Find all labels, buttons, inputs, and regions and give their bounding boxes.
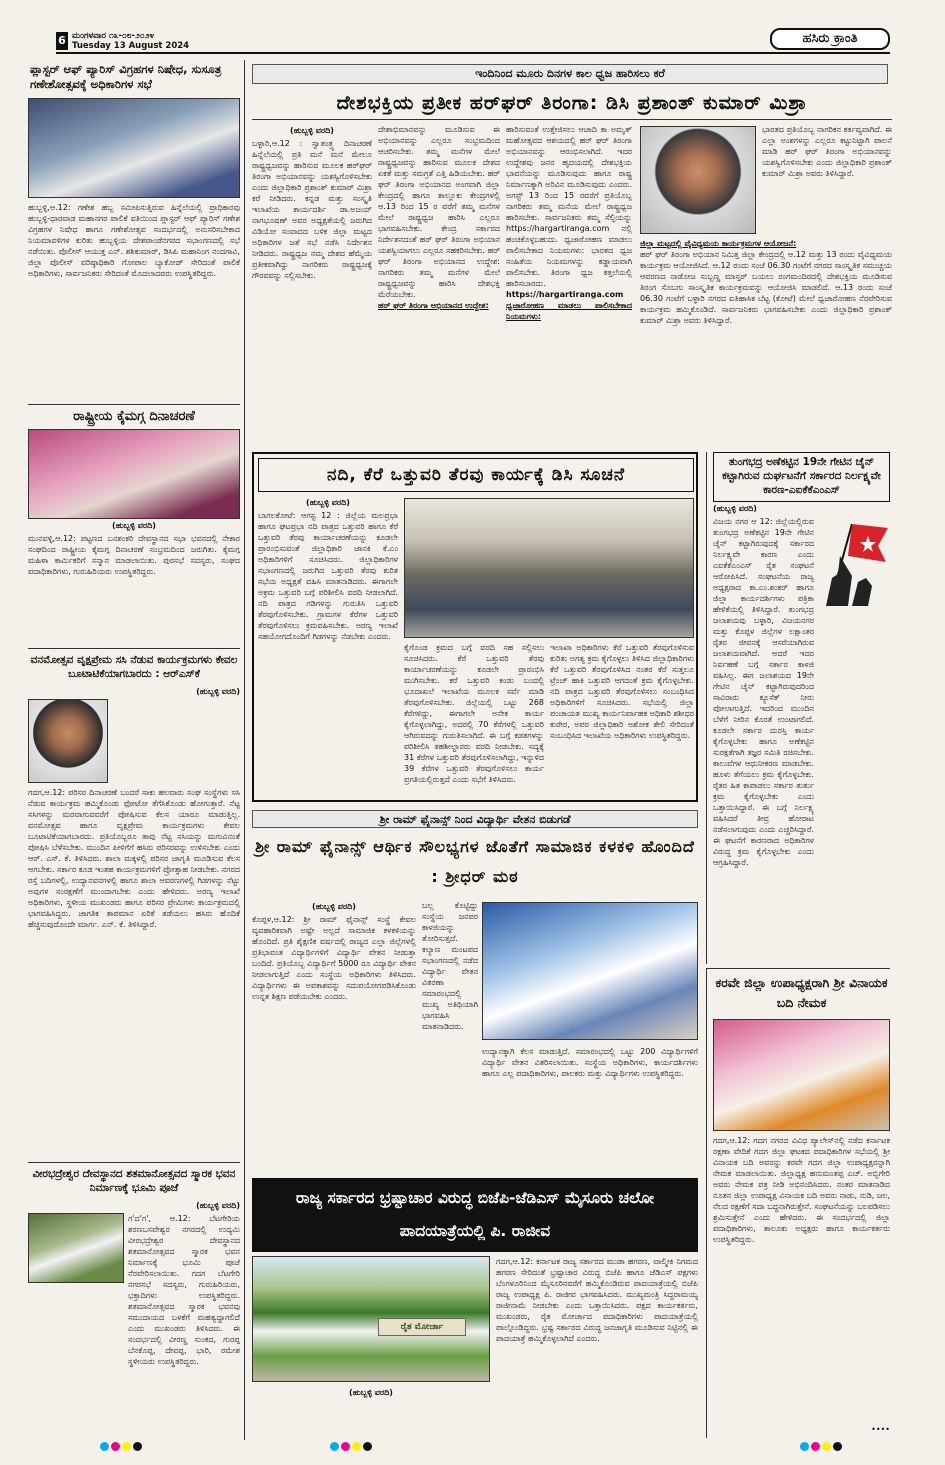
top-col-2-text: ದೇಶಾಭಿಮಾನವನ್ನು ಮೂಡಿಸುವ ಈ ಅಭಿಯಾನವನ್ನು ಎಲ್ಲರೂ ಸಂಭ್ರಮದಿಂದ ಆಚರಿಸಬೇಕು. ತಮ್ಮ ಮನೆಗಳ ಮೇಲೆ ರಾಷ್ಟ್ರಧ್ವಜವನ್ನು ಹಾರಿಸುವ ಮೂಲಕ ದೇಶದ ಏಕತೆ ಮತ್ತು ಸಮಗ್ರತೆ ಎತ್ತಿ ಹಿಡಿಯಬೇಕು. ಹರ್ ಘರ್ ತಿರಂಗಾ ಅಭಿಯಾನದ ಅಂಗವಾಗಿ ಜಿಲ್ಲಾ ಕೇಂದ್ರದಲ್ಲಿ ಹಾಗೂ ತಾಲ್ಲೂಕು ಕೇಂದ್ರಗಳಲ್ಲಿ ಆ.13 ರಿಂದ 15 ರ ವರೆಗೆ ತಮ್ಮ ಮನೆಗಳ ಮೇಲೆ ರಾಷ್ಟ್ರಧ್ವಜ ಹಾರಿಸಿ ಎಲ್ಲರೂ ಭಾಗವಹಿಸಬೇಕು. ಕೇಂದ್ರ ಸರ್ಕಾರದ ನಿರ್ದೇಶನದಂತೆ ಹರ್ ಘರ್ ತಿರಂಗಾ ಅಭಿಯಾನ ಯಶಸ್ವಿಯಾಗಲು ಎಲ್ಲರೂ ಸಹಕರಿಸಬೇಕು. ಹರ್ ಘರ್ ತಿರಂಗಾ ಅಭಿಯಾನದ ಉದ್ದೇಶ: ನಾಗರಿಕರು ತಮ್ಮ ಮನೆಗಳ ಮೇಲೆ ರಾಷ್ಟ್ರಧ್ವಜವನ್ನು ಹಾರಿಸಿ ದೇಶಭಕ್ತಿ ಮೆರೆಯಬೇಕು. [378,125,500,299]
top-story-headline: ದೇಶಭಕ್ತಿಯ ಪ್ರತೀಕ ಹರ್‌ಘರ್ ತಿರಂಗಾ: ಡಿಸಿ ಪ್ರಶಾಂತ್ ಕುಮಾರ್ ಮಿಶ್ರಾ [252,88,892,120]
registration-marks-center [330,1442,372,1451]
story-body: ಗದಗ,ಆ.12: ಗದಗ ನಗರದ ವಿವಿಧ ಪ್ಯಾಲೇಸ್‌ನಲ್ಲಿ ನಡೆದ ಕರ್ನಾಟಕ ರಕ್ಷಣಾ ವೇದಿಕೆ ಗದಗ ಜಿಲ್ಲಾ ಘಟಕದ ಪದಾಧಿಕಾರಿಗಳ ಸಭೆಯಲ್ಲಿ ಶ್ರೀ ವಿನಾಯಕ ಬದಿ ಅವರನ್ನು ಕರವೇ ಗದಗ ಜಿಲ್ಲಾ ಉಪಾಧ್ಯಕ್ಷರನ್ನಾಗಿ ನೇಮಕ ಮಾಡಲಾಯಿತು. ಜಿಲ್ಲಾಧ್ಯಕ್ಷ ಹನುಮಂತಪ್ಪ ಎಚ್. ಅಬ್ಬಿಗೇರಿ ಅವರು ನೇಮಕ ಪತ್ರ ನೀಡಿ ಅಭಿನಂದಿಸಿದರು. ನಂತರ ಮಾತನಾಡಿದ ನೂತನ ಜಿಲ್ಲಾ ಉಪಾಧ್ಯಕ್ಷ ವಿನಾಯಕ ಬದಿ ಅವರು ನಾಡು, ನುಡಿ, ಜಲ, ನೆಲದ ರಕ್ಷಣೆಗೆ ಸದಾ ಬದ್ಧನಾಗಿರುತ್ತೇನೆ. ಸಂಘಟನೆಯನ್ನು ಬಲಪಡಿಸಲು ಶ್ರಮಿಸುತ್ತೇನೆ ಎಂದು ಹೇಳಿದರು. ಈ ಸಂದರ್ಭದಲ್ಲಿ ಜಿಲ್ಲಾ ಪದಾಧಿಕಾರಿಗಳು, ತಾಲೂಕು ಅಧ್ಯಕ್ಷರು ಹಾಗೂ ಕಾರ್ಯಕರ್ತರು ಉಪಸ್ಥಿತರಿದ್ದರು. [713,1136,890,1244]
story-bhoomi-pooja [28,1162,240,1440]
top-col-5-text: ಹರ್ ಘರ್ ತಿರಂಗಾ ಅಭಿಯಾನ ನಿಮಿತ್ತ ಜಿಲ್ಲಾ ಕೇಂದ್ರದಲ್ಲಿ ಆ.12 ಮತ್ತು 13 ರಂದು ವೈವಿಧ್ಯಮಯ ಕಾರ್ಯಕ್ರಮ ಆಯೋಜಿಸಿದೆ. ಆ.12 ರಂದು ಸಂಜೆ 06.30 ಗಂಟೆಗೆ ನಗರದ ಸಾಂಸ್ಕೃತಿಕ ಸಮುಚ್ಚಯ ಆವರಣದ ನಾಡೋಜ ಸುಬ್ಬಣ್ಣ ಮಾಸ್ತರ್ ಬಯಲು ರಂಗಮಂದಿರದಲ್ಲಿ ದೇಶಭಕ್ತಿಯ ಮೂಡಿಸುವ ತಿರಂಗ ಸೊಬಗು ಸಾಂಸ್ಕೃತಿಕ ಕಾರ್ಯಕ್ರಮವನ್ನು ಆಯೋಜಿಸಿ ಮಾಡಲಿದೆ. ಆ.13 ರಂದು ಸಂಜೆ 06.30 ಗಂಟೆಗೆ ಬಳ್ಳಾರಿ ನಗರದ ಐತಿಹಾಸಿಕ ಬೆಟ್ಟ (ಕೋಟೆ) ಮೇಲೆ ಧ್ವಜಾರೋಹಣ ನೆರವೇರಿಸುವ ಕಾರ್ಯಕ್ರಮ ಹಮ್ಮಿಕೊಂಡಿದೆ. ಸಾರ್ವಜನಿಕರು ಭಾಗವಹಿಸಬೇಕು ಎಂದು ಜಿಲ್ಲಾಧಿಕಾರಿ ಪ್ರಶಾಂತ್ ಕುಮಾರ್ ಮಿಶ್ರಾ ಅವರು ತಿಳಿಸಿದ್ದಾರೆ. [640,250,892,325]
headline: ವೀರಭದ್ರೇಶ್ವರ ದೇವಸ್ಥಾನದ ಶತಮಾನೋತ್ಸವದ ಸ್ಮಾರಕ ಭವನ ನಿರ್ಮಾಣಕ್ಕೆ ಭೂಮಿ ಪೂಜೆ [32,1168,236,1194]
bjp-body: ಗದಗ,ಆ.12: ಕರ್ನಾಟಕ ರಾಜ್ಯ ಸರ್ಕಾರದ ಮುಡಾ ಹಗರಣ, ವಾಲ್ಮೀಕಿ ನಿಗಮದ ಹಗರಣ ಸೇರಿದಂತೆ ಭ್ರಷ್ಟಾಚಾರ ವಿರುದ್ಧ ಬಿಜೆಪಿ ಹಾಗೂ ಜೆಡಿಎಸ್ ಪಕ್ಷಗಳು ಬೆಂಗಳೂರಿನಿಂದ ಮೈಸೂರಿನವರೆಗೆ ಹಮ್ಮಿಕೊಂಡಿರುವ ಪಾದಯಾತ್ರೆಯಲ್ಲಿ ಬಿಜೆಪಿ ರಾಜ್ಯ ಉಪಾಧ್ಯಕ್ಷ ಪಿ. ರಾಜೀವ ಭಾಗವಹಿಸಿದರು. ಮುಖ್ಯಮಂತ್ರಿ ಸಿದ್ದರಾಮಯ್ಯ ರಾಜೀನಾಮೆ ನೀಡಬೇಕು ಎಂದು ಒತ್ತಾಯಿಸಿದರು. ಪಕ್ಷದ ಕಾರ್ಯಕರ್ತರು, ಮುಖಂಡರು, ರೈತ ಮೋರ್ಚಾದ ಪದಾಧಿಕಾರಿಗಳು ಪಾದಯಾತ್ರೆಯಲ್ಲಿ ಪಾಲ್ಗೊಂಡಿದ್ದರು. ಭ್ರಷ್ಟ ಸರ್ಕಾರದ ವಿರುದ್ಧ ಜನಜಾಗೃತಿ ಮೂಡಿಸುವ ನಿಟ್ಟಿನಲ್ಲಿ ಈ ಪಾದಯಾತ್ರೆ ಹಮ್ಮಿಕೊಳ್ಳಲಾಗಿದೆ ಎಂದರು. [496,1257,698,1343]
dateline: (ಹುಬ್ಬಳ್ಳಿ ವರದಿ) [112,520,156,530]
masthead [56,30,890,54]
dateline: (ಹುಬ್ಬಳ್ಳಿ ವರದಿ) [306,498,350,507]
mid-col-1: ಬಾಗಲಕೋಟೆ: ಆಗಸ್ಟ 12 : ಜಿಲ್ಲೆಯ ಮಲಪ್ರಭಾ ಹಾಗೂ ಘಟಪ್ರಭಾ ನದಿ ಪಾತ್ರದ ಒತ್ತುವರಿ ಹಾಗೂ ಕೆರೆ ಒತ್ತುವರಿ ತೆರವು ಕಾರ್ಯಾಚರಣೆಯನ್ನು ಕೂಡಲೇ ಪ್ರಾರಂಭಿಸುವಂತೆ ಜಿಲ್ಲಾಧಿಕಾರಿ ಜಾನಕಿ ಕೆ.ಎಂ ಅಧಿಕಾರಿಗಳಿಗೆ ಸೂಚಿಸಿದರು. ಜಿಲ್ಲಾಧಿಕಾರಿಗಳ ಸಭಾಂಗಣದಲ್ಲಿ ಜರುಗಿದ ಒತ್ತುವರಿ ತೆರವು ಕುರಿತ ಸಭೆಯ ಅಧ್ಯಕ್ಷತೆ ವಹಿಸಿ ಮಾತನಾಡಿದರು. ಈಗಾಗಲೇ ಅಕ್ರಮ ಒತ್ತುವರಿ ಬಗ್ಗೆ ಪರಿಶೀಲಿಸಿ ವರದಿ ನೀಡಲಾಗಿದೆ. ನದಿ ಪಾತ್ರದ ಗಡಿಗಳನ್ನು ಗುರುತಿಸಿ ಒತ್ತುವರಿ ತೆರವುಗೊಳಿಸಬೇಕು. ಗ್ರಾಮಗಳ ಕೆರೆಗಳ ಒತ್ತುವರಿ ತೆರವುಗೊಳಿಸಲು ಕ್ರಮವಹಿಸಬೇಕು. ಅರಣ್ಯ ಇಲಾಖೆ ಸಹಯೋಗದೊಂದಿಗೆ ಗಿಡಗಳನ್ನು ನೆಡಬೇಕು ಎಂದರು. [258,511,398,641]
bjp-headline: ರಾಜ್ಯ ಸರ್ಕಾರದ ಭ್ರಷ್ಟಾಚಾರ ವಿರುದ್ಧ ಬಿಜೆಪಿ-ಜೆಡಿಎಸ್ ಮೈಸೂರು ಚಲೋ ಪಾದಯಾತ್ರೆಯಲ್ಲಿ ಪಿ. ರಾಜೀವ [252,1178,698,1252]
headline: ತುಂಗಭದ್ರ ಅಣೆಕಟ್ಟಿನ 19ನೇ ಗೇಟಿನ ಚೈನ್ ಕಟ್ಟಾಗಿರುವ ದುರ್ಘಟನೆಗೆ ಸರ್ಕಾರದ ನಿರ್ಲಕ್ಷ್ಯವೇ ಕಾರಣ-ಎಐಕೆಕೆಎಂಎಸ್ [713,452,890,502]
headline: ಪ್ಲಾಸ್ಟರ್ ಆಫ್ ಪ್ಯಾರಿಸ್ ವಿಗ್ರಹಗಳ ನಿಷೇಧ, ಸುಸೂತ್ರ ಗಣೇಶೋತ್ಸವಕ್ಕೆ ಅಧಿಕಾರಿಗಳ ಸಭೆ [30,62,222,91]
page-date [72,31,189,51]
mid-col-2: ಕೈಗೊಂಡ ಕ್ರಮದ ಬಗ್ಗೆ ವರದಿ ಸಹ ಸಲ್ಲಿಸಲು ಸೂಚಿಸಿದರು. ಕೆರೆ ಒತ್ತುವರಿ ತೆರವು ಕಾರ್ಯಾಚರಣೆಯನ್ನು ಕೂಡಲೇ ಪ್ರಾರಂಭಿಸಿ ಮುಗಿಸಬೇಕು. ಕರೆ ಒತ್ತುವರಿ ಕಂಡು ಬಂದಲ್ಲಿ ಭೂದಾಖಲೆ ಇಲಾಖೆಯ ಮೂಲಕ ಸರ್ವೆ ಮಾಡಿ ತೆರವುಗೊಳಿಸಬೇಕು. ಜಿಲ್ಲೆಯಲ್ಲಿ ಒಟ್ಟು 268 ಕೆರೆಗಳಿದ್ದು, ಈಗಾಗಲೇ ಅನೇಕ ಕಾರ್ಯ ಕೈಗೊಳ್ಳಲಾಗಿದ್ದು, ಅದರಲ್ಲಿ 70 ಕೆರೆಗಳಲ್ಲಿ ಒತ್ತುವರಿ ಆಗಿರುವದನ್ನು ಗುರುತಿಸಲಾಗಿದೆ. ಈ ಬಗ್ಗೆ ಕಡತಗಳನ್ನು ಪರಿಶೀಲಿಸಿ ತಹಶೀಲ್ದಾರರು ವರದಿ ನೀಡಬೇಕು. ಸದ್ಯಕ್ಕೆ 31 ಕೆರೆಗಳ ಒತ್ತುವರಿ ತೆರವುಗೊಳಿಸಲಾಗಿದ್ದು, ಇನ್ನುಳಿದ 39 ಕೆರೆಗಳ ಒತ್ತುವರಿ ತೆರವುಗೊಳಿಸಲು ಕಾರ್ಯ ಪ್ರಗತಿಯಲ್ಲಿರುತ್ತದೆ ಎಂದು ಸಭೆಗೆ ತಿಳಿಸಿದರು. [404,643,544,784]
top-col-5 [640,238,892,448]
yellow-mark [122,1442,131,1451]
top-col-3 [506,124,632,448]
tungabhadra-story [706,452,890,964]
top-col-3-text: ಹಾರಿಸುವಂತೆ ಉತ್ತೇಜಿಸಲು ಆಜಾದಿ ಕಾ ಅಮೃತ್ ಮಹೋತ್ಸವದ ಆಶಯದಲ್ಲಿ ಹರ್ ಘರ್ ತಿರಂಗಾ ಅಭಿಯಾನವನ್ನು ಆರಂಭಿಸಲಾಗಿದೆ. ಇದರ ಉದ್ದೇಶವು ಜನರ ಹೃದಯದಲ್ಲಿ ದೇಶಭಕ್ತಿಯ ಭಾವನೆಯನ್ನು ಮೂಡಿಸುವುದು ಹಾಗೂ ರಾಷ್ಟ್ರ ನಿರ್ಮಾಣಕ್ಕಾಗಿ ಅರಿವಿನ ಮೂಡಿಸುವುದು ಎಂದರು. ಅಗಸ್ಟ್ 13 ರಿಂದ 15 ರವರೆಗೆ ಪ್ರತಿಯೊಬ್ಬ ನಾಗರಿಕರು ತಮ್ಮ ಮನೆಯ ಮೇಲೆ ರಾಷ್ಟ್ರಧ್ವಜ ಹಾರಿಸಬೇಕು. ಸಾರ್ವಜನಿಕರು ತಮ್ಮ ಸೆಲ್ಫಿಯನ್ನು https://hargartiranga.com ನಲ್ಲಿ ಹಂಚಿಕೊಳ್ಳಬಹುದು. ಧ್ವಜಾರೋಹಣ ಮಾಡಲು ಪಾಲಿಸಬೇಕಾದ ನಿಯಮಗಳು: ಭಾರತದ ಧ್ವಜ ಸಂಹಿತೆಯ ನಿಯಮಗಳನ್ನು ಕಡ್ಡಾಯವಾಗಿ ಪಾಲಿಸಬೇಕು. ತಿರಂಗಾ ಧ್ವಜ ಕತ್ತಲೆಯಲ್ಲಿ ಹಾರಿಸಬಾರದು. [506,125,632,288]
river-encroachment-story [252,452,698,802]
registration-marks-left [100,1442,142,1451]
dateline: (ಹುಬ್ಬಳ್ಳಿ ವರದಿ) [349,1388,393,1397]
headline: ಕರವೇ ಜಿಲ್ಲಾ ಉಪಾಧ್ಯಕ್ಷರಾಗಿ ಶ್ರೀ ವಿನಾಯಕ ಬದಿ ನೇಮಕ [715,975,888,1010]
photo-portrait [28,699,108,783]
photo-meeting [28,98,240,198]
photo-dc-portrait [640,126,756,234]
black-mark [833,1442,842,1451]
story-pop-idols [28,60,240,400]
yellow-mark [822,1442,831,1451]
top-story [252,124,892,454]
black-mark [363,1442,372,1451]
cyan-mark [330,1442,339,1451]
magenta-mark [811,1442,820,1451]
dateline: (ಹುಬ್ಬಳ್ಳಿ ವರದಿ) [196,687,240,696]
black-mark [133,1442,142,1451]
finance-headline: ಶ್ರೀ ರಾಮ್ ಫೈನಾನ್ಸ್ ಆರ್ಥಿಕ ಸೌಲಭ್ಯಗಳ ಜೊತೆಗೆ ಸಾಮಾಜಿಕ ಕಳಕಳಿ ಹೊಂದಿದೆ : ಶ್ರೀಧರ್ ಮಠ [255,837,695,886]
red-flag-icon [818,516,890,608]
website-link[interactable]: https://hargartiranga.com [506,290,624,299]
magenta-mark [111,1442,120,1451]
fin-col-1: ಕೊಪ್ಪಳ,ಆ.12: ಶ್ರೀ ರಾಮ್ ಫೈನಾನ್ಸ್ ಸಂಸ್ಥೆ ಕೇವಲ ವ್ಯವಹಾರಿಕವಾಗಿ ಅಷ್ಟೇ ಅಲ್ಲದೆ ಸಾಮಾಜಿಕ ಕಳಕಳಿಯನ್ನು ಹೊಂದಿದೆ. ಪ್ರತಿ ಶೈಕ್ಷಣಿಕ ವರ್ಷದಲ್ಲಿ ರಾಜ್ಯದ ಎಲ್ಲಾ ಜಿಲ್ಲೆಗಳಲ್ಲಿ ಪ್ರತಿಭಾವಂತ ವಿದ್ಯಾರ್ಥಿಗಳಿಗೆ ವಿದ್ಯಾರ್ಥಿ ವೇತನ ನೀಡುತ್ತಾ ಬಂದಿದೆ. ಪ್ರತಿಯೊಬ್ಬ ವಿದ್ಯಾರ್ಥಿಗೆ 5000 ರೂ ವಿದ್ಯಾರ್ಥಿ ವೇತನ ನೀಡಲಾಗುತ್ತಿದೆ ಎಂದು ಸಂಸ್ಥೆಯ ಅಧಿಕಾರಿಗಳು ತಿಳಿಸಿದರು. ವಿದ್ಯಾರ್ಥಿಗಳು ಈ ಅವಕಾಶವನ್ನು ಸದುಪಯೋಗಪಡಿಸಿಕೊಂಡು ಉನ್ನತ ಶಿಕ್ಷಣ ಪಡೆಯಬೇಕು ಎಂದರು. [252,915,416,1001]
photo-karave-event [713,1019,890,1131]
photo-scholarship-event [482,902,698,1040]
cyan-mark [800,1442,809,1451]
dateline: (ಹುಬ್ಬಳ್ಳಿ ವರದಿ) [312,902,356,911]
story-body: ಮುನವಳ್ಳಿ,ಆ.12: ಪಟ್ಟಣದ ಬನಶಂಕರಿ ದೇವಸ್ಥಾನದ ಸಭಾ ಭವನದಲ್ಲಿ ನೇಕಾರ ಸಂಘದಿಂದ ರಾಷ್ಟ್ರೀಯ ಕೈಮಗ್ಗ ದಿನಾಚರಣೆ ಸಂಭ್ರಮದಿಂದ ಜರುಗಿತು. ಕೈಮಗ್ಗ ಮಹಿಳಾ ಕಾರ್ಮಿಕರಿಗೆ ಸನ್ಮಾನ ಮಾಡಲಾಯಿತು. ಪುರಸಭೆ ಸದಸ್ಯರು, ಸಂಘದ ಪದಾಧಿಕಾರಿಗಳು, ಗುರುಹಿರಿಯರು ಉಪಸ್ಥಿತರಿದ್ದರು. [28,533,240,576]
banner-raita-morcha: ರೈತ ಮೋರ್ಚಾ [378,1318,466,1336]
finance-story [252,900,698,1172]
left-column [28,60,245,1440]
story-vanamahotsava [28,648,240,1158]
registration-marks-right [800,1442,842,1451]
fin-col-3: ಉದ್ಯಾನಕ್ಕಾಗಿ ಕೆಲಸ ಮಾಡುತ್ತಿದೆ. ಸಮಾರಂಭದಲ್ಲಿ ಒಟ್ಟು 200 ವಿದ್ಯಾರ್ಥಿಗಳಿಗೆ ವಿದ್ಯಾರ್ಥಿ ವೇತನ ವಿತರಿಸಲಾಯಿತು. ಸಂಸ್ಥೆಯ ಅಧಿಕಾರಿಗಳು, ಕಾರ್ಯದರ್ಶಿಗಳು ಹಾಗೂ ಎಲ್ಲ ಪದಾಧಿಕಾರಿಗಳು, ಪಾಲಕರು ಮತ್ತು ವಿದ್ಯಾರ್ಥಿಗಳು ಉಪಸ್ಥಿತರಿದ್ದರು. [482,1047,698,1078]
headline: ನದಿ, ಕೆರೆ ಒತ್ತುವರಿ ತೆರವು ಕಾರ್ಯಕ್ಕೆ ಡಿಸಿ ಸೂಚನೆ [258,458,694,492]
headline: ರಾಷ್ಟ್ರೀಯ ಕೈಮಗ್ಗ ದಿನಾಚರಣೆ [73,409,195,424]
story-body: ಗ'ದ'ಗ', ಆ.12: ಬೆಟಗೇರಿಯ ಶರಣಬಸವೇಶ್ವರ ನಗರದಲ್ಲಿ ಉದ್ಯಮಿ ವೀರಭದ್ರೇಶ್ವರ ದೇವಸ್ಥಾನದ ಶತಮಾನೋತ್ಸವದ ಸ್ಮಾರಕ ಭವನ ನಿರ್ಮಾಣಕ್ಕೆ ಭೂಮಿ ಪೂಜೆ ನೆರವೇರಿಸಲಾಯಿತು. ಗದಗ ಬೆಟಗೇರಿ ನಗರಸಭೆ ಸದಸ್ಯರು, ಗುರುಹಿರಿಯರು, ಭಕ್ತಾದಿಗಳು ಉಪಸ್ಥಿತರಿದ್ದರು. ಶತಮಾನೋತ್ಸವದ ಸ್ಮಾರಕ ಭವನವು ಸಮುದಾಯದ ಬಳಕೆಗೆ ಮಹತ್ವದ್ದಾಗಲಿದೆ ಎಂದು ಮುಖಂಡರು ತಿಳಿಸಿದರು. ಈ ಸಂದರ್ಭದಲ್ಲಿ ವೀರಣ್ಣ ಸುಂಕದ, ಗುರಪ್ಪ ಬೆನಕೊಪ್ಪ, ದೇವಪ್ಪ, ಭಾರಿ, ರಮೇಶ ಸ್ಥಳೀಯರು ಉಪಸ್ಥಿತರಿದ್ದರು. [128,1214,240,1366]
story-body: ಹುಬ್ಬಳ್ಳಿ,ಆ.12: ಗಣೇಶ ಹಬ್ಬ ಸಮೀಪಿಸುತ್ತಿರುವ ಹಿನ್ನೆಲೆಯಲ್ಲಿ ಪ್ರಾಧಿಕಾರವು ಹುಬ್ಬಳ್ಳಿ-ಧಾರವಾಡ ಮಹಾನಗರ ಪಾಲಿಕೆ ವತಿಯಿಂದ ಪ್ಲಾಸ್ಟರ್ ಆಫ್ ಪ್ಯಾರಿಸ್ ಗಣೇಶ ವಿಗ್ರಹಗಳ ನಿಷೇಧ ಹಾಗೂ ಗಣೇಶೋತ್ಸವ ಸಂದರ್ಭದಲ್ಲಿ ಅನುಸರಿಸಬೇಕಾದ ನಿಯಮಾವಳಿಗಳ ಕುರಿತು ಹುಬ್ಬಳ್ಳಿಯ ದೇಶಪಾಂಡೆನಗರದ ಸಭಾಂಗಣದಲ್ಲಿ ಸಭೆ ನಡೆಯಿತು. ಪೊಲೀಸ್ ಆಯುಕ್ತ ಎನ್. ಶಶಿಕುಮಾರ್, ಡಿಸಿಪಿ ಮಹಾನಿಂಗ ನಂದಗಾವಿ, ಜಿಲ್ಲಾ ಪೊಲೀಸ್ ವರಿಷ್ಠಾಧಿಕಾರಿ ಗೋಪಾಲ ಬ್ಯಾಕೋಡ್ ಸೇರಿದಂತೆ ಪಾಲಿಕೆ ಅಧಿಕಾರಿಗಳು, ಸಾರ್ವಜನಿಕರು ಸೇರಿದಂತೆ ಮೊದಲಾದವರು ಉಪಸ್ಥಿತರಿದ್ದರು. [28,203,240,278]
top-story-kicker: ಇಂದಿನಿಂದ ಮೂರು ದಿನಗಳ ಕಾಲ ಧ್ವಜ ಹಾರಿಸಲು ಕರೆ [252,64,888,84]
subhead-programs: ಜಿಲ್ಲಾ ಮಟ್ಟದಲ್ಲಿ ವೈವಿಧ್ಯಮಯ ಕಾರ್ಯಕ್ರಮಗಳ ಆಯೋಜನೆ: [640,239,797,248]
photo-bhoomi-pooja [28,1213,124,1283]
subhead-purpose: ಹರ್ ಘರ್ ತಿರಂಗಾ ಅಭಿಯಾನದ ಉದ್ದೇಶ: [378,301,489,310]
story-handloom-day [28,404,240,644]
story-body: ಗದಗ,ಆ.12: ಪರಿಸರ ದಿನಾಚರಣೆ ಬಂದರೆ ಸಾಕು ಹಲವಾರು ಸಂಘ ಸಂಸ್ಥೆಗಳು ಸಸಿ ನೆಡುವ ಕಾರ್ಯಕ್ರಮ ಹಮ್ಮಿಕೊಂಡು ಫೋಟೋ ತೆಗೆಸಿಕೊಂಡು ಹೋಗುತ್ತಾರೆ. ನೆಟ್ಟ ಸಸಿಗಳನ್ನು ಮರವಾಗುವವರೆಗೆ ಪೋಷಿಸುವ ಕೆಲಸ ಯಾರೂ ಮಾಡುತ್ತಿಲ್ಲ. ವನಮೋತ್ಸವ ಹಾಗೂ ವೃಕ್ಷಪ್ರೇಮ ಕಾರ್ಯಕ್ರಮಗಳು ಕೇವಲ ಬೂಟಾಟಿಕೆಯಾಗಬಾರದು. ಪ್ರತಿಯೊಬ್ಬರೂ ತಾವು ನೆಟ್ಟ ಸಸಿಯನ್ನು ಮಗುವಿನಂತೆ ಪೋಷಿಸಿ ಬೆಳೆಸಬೇಕು. ಮುಂದಿನ ಪೀಳಿಗೆಗೆ ಹಸಿರು ಪರಿಸರವನ್ನು ಉಳಿಸಬೇಕು ಎಂದು ಆರ್. ಎಸ್. ಕೆ. ತಿಳಿಸಿದರು. ಶಾಲಾ ಮಕ್ಕಳಲ್ಲಿ ಪರಿಸರ ಜಾಗೃತಿ ಮೂಡಿಸುವ ಕೆಲಸ ಆಗಬೇಕು. ಸರ್ಕಾರ ಕೂಡ ಇಂತಹ ಕಾರ್ಯಕ್ರಮಗಳಿಗೆ ಪ್ರೋತ್ಸಾಹ ನೀಡಬೇಕು. ನಗರದ ರಸ್ತೆ ಬದಿಗಳಲ್ಲಿ, ಉದ್ಯಾನವನಗಳಲ್ಲಿ ಹಾಗೂ ಶಾಲಾ ಆವರಣಗಳಲ್ಲಿ ಗಿಡಗಳನ್ನು ನೆಟ್ಟು ಅವುಗಳ ಸಂರಕ್ಷಣೆಗೆ ಮುಂದಾಗಬೇಕು ಎಂದು ಹೇಳಿದರು. ಅರಣ್ಯ ಇಲಾಖೆ ಅಧಿಕಾರಿಗಳು, ಸ್ಥಳೀಯ ಮುಖಂಡರು ಹಾಗೂ ಪರಿಸರ ಪ್ರೇಮಿಗಳು ಕಾರ್ಯಕ್ರಮದಲ್ಲಿ ಭಾಗವಹಿಸಿದ್ದರು. ಜಾಗತಿಕ ತಾಪಮಾನ ಏರಿಕೆ ತಡೆಯಲು ಹಸಿರು ಹೊದಿಕೆ ಹೆಚ್ಚಿಸುವುದೊಂದೇ ಮಾರ್ಗ. ಎನ್. ಕೆ. ತಿಳಿಸಿದ್ದಾರೆ. [28,788,240,929]
dateline: (ಹುಬ್ಬಳ್ಳಿ ವರದಿ) [713,504,757,513]
karave-story [706,968,890,1438]
end-mark: •••• [871,1425,890,1434]
page-number: 6 [56,32,68,50]
paper-name: ಹಸಿರು ಕ್ರಾಂತಿ [770,28,890,50]
bjp-story [252,1256,698,1440]
dateline: (ಹುಬ್ಬಳ್ಳಿ ವರದಿ) [196,1201,240,1210]
magenta-mark [341,1442,350,1451]
cyan-mark [100,1442,109,1451]
finance-kicker: ಶ್ರೀ ರಾಮ್ ಫೈನಾನ್ಸ್ ನಿಂದ ವಿದ್ಯಾರ್ಥಿ ವೇತನ ಬಿಡುಗಡೆ [252,810,698,828]
story-body: ವಿಜಯ ನಗರ ಆ 12: ಜಿಲ್ಲೆಯಲ್ಲಿರುವ ತುಂಗಭದ್ರ ಅಣೆಕಟ್ಟಿನ 19ನೇ ಗೇಟಿನ ಚೈನ್ ಕಟ್ಟಾಗಿರುವುದಕ್ಕೆ ಸರ್ಕಾರದ ನಿರ್ಲಕ್ಷ್ಯವೇ ಕಾರಣ ಎಂದು ಎಐಕೆಕೆಎಂಎಸ್ ರೈತ ಸಂಘಟನೆ ಆರೋಪಿಸಿದೆ. ಸಂಘಟನೆಯ ರಾಜ್ಯ ಅಧ್ಯಕ್ಷರಾದ ಕಾ.ಎಂ.ಶಂಕರ್ ಹಾಗೂ ಜಿಲ್ಲಾ ಕಾರ್ಯದರ್ಶಿಗಳು ಪತ್ರಿಕಾ ಹೇಳಿಕೆಯಲ್ಲಿ ತಿಳಿಸಿದ್ದಾರೆ. ತುಂಗಭದ್ರ ಜಲಾಶಯವು ಬಳ್ಳಾರಿ, ವಿಜಯನಗರ ಮತ್ತು ಕೊಪ್ಪಳ ಜಿಲ್ಲೆಗಳ ಲಕ್ಷಾಂತರ ರೈತರ ಜೀವನಕ್ಕೆ ಆಸರೆಯಾಗಿರುವ ಜಲಾಶಯವಾಗಿದೆ. ಆದರೆ ಇದರ ನಿರ್ವಹಣೆ ಬಗ್ಗೆ ಸರ್ಕಾರ ಕಾಳಜಿ ವಹಿಸಿಲ್ಲ. ಈಗ ಜಲಾಶಯದ 19ನೇ ಗೇಟಿನ ಚೈನ್ ಕಟ್ಟಾಗಿರುವುದರಿಂದ ಸಾವಿರಾರು ಕ್ಯೂಸೆಕ್ ನೀರು ಪೋಲಾಗುತ್ತಿದೆ. ಇದರಿಂದ ಮುಂದಿನ ಬೆಳೆಗೆ ನೀರಿನ ಕೊರತೆ ಉಂಟಾಗಲಿದೆ. ಕೂಡಲೇ ಸರ್ಕಾರ ದುರಸ್ತಿ ಕಾರ್ಯ ಕೈಗೊಳ್ಳಬೇಕು ಹಾಗೂ ಅಣೆಕಟ್ಟಿನ ಸುರಕ್ಷತೆಗಾಗಿ ತಜ್ಞರ ಸಮಿತಿ ರಚಿಸಬೇಕು. ಕಾಲುವೆಗಳ ಆಧುನೀಕರಣ ಮಾಡಬೇಕು. ಹೂಳು ತೆಗೆಯಲು ಕ್ರಮ ಕೈಗೊಳ್ಳಬೇಕು. ರೈತರ ಹಿತ ಕಾಪಾಡಲು ಸರ್ಕಾರ ತುರ್ತು ಕ್ರಮ ಕೈಗೊಳ್ಳಬೇಕು ಎಂದು ಒತ್ತಾಯಿಸಿದ್ದಾರೆ. ಈ ಬಗ್ಗೆ ನಿರ್ಲಕ್ಷ್ಯ ವಹಿಸಿದರೆ ತೀವ್ರ ಹೋರಾಟ ನಡೆಸಲಾಗುವುದು ಎಂದು ಎಚ್ಚರಿಸಿದ್ದಾರೆ. ಈ ಘಟನೆಗೆ ಕಾರಣರಾದ ಅಧಿಕಾರಿಗಳ ವಿರುದ್ಧ ಕ್ರಮ ಕೈಗೊಳ್ಳಬೇಕು ಎಂದು ಆಗ್ರಹಿಸಿದ್ದಾರೆ. [713,517,814,867]
story3-row [28,699,240,783]
top-col-4-text: ಭಾರತದ ಪ್ರತಿಯೊಬ್ಬ ನಾಗರಿಕನ ಕರ್ತವ್ಯವಾಗಿದೆ. ಈ ಎಲ್ಲಾ ಅಂಶಗಳನ್ನು ಎಲ್ಲರೂ ಕಟ್ಟುನಿಟ್ಟಾಗಿ ಪಾಲನೆ ಮಾಡಿ ಹರ್ ಘರ್ ತಿರಂಗಾ ಅಭಿಯಾನವನ್ನು ಯಶಸ್ವಿಗೊಳಿಸಬೇಕು ಎಂದು ಜಿಲ್ಲಾಧಿಕಾರಿ ಪ್ರಶಾಂತ್ ಕುಮಾರ್ ಮಿಶ್ರಾ ಅವರು ತಿಳಿಸಿದ್ದಾರೆ. [762,125,892,178]
date-english: Tuesday 13 August 2024 [72,41,190,51]
photo-handloom [28,429,240,519]
mid-col-3: ಇಲಾಖಾ ಅಧಿಕಾರಿಗಳು ಕೆರೆ ಒತ್ತುವರಿ ತೆರವುಗೊಳಿಸುವ ಕುರಿತು ಅಗತ್ಯ ಕ್ರಮ ಕೈಗೊಳ್ಳಲು ತಿಳಿಸಿದ ಜಿಲ್ಲಾಧಿಕಾರಿಗಳು ಕೆರೆ ಒತ್ತುವರಿ ತೆರವುಗೊಳಿಸಿದ ನಂತರ ಕೆರೆ ಸುತ್ತಲೂ ಟ್ರೆಂಚ್ ಹಾಕಿ ಒತ್ತುವರಿ ಆಗದಂತೆ ಕ್ರಮ ಕೈಗೊಳ್ಳಬೇಕು. ನದಿ ಪಾತ್ರದ ಒತ್ತುವರಿ ತೆರವುಗೊಳಿಸಲು ಸಂಬಂಧಿಸಿದ ಅಧಿಕಾರಿಗಳಿಗೆ ಸೂಚಿಸಿದರು. ಸಭೆಯಲ್ಲಿ ಜಿಲ್ಲಾ ಪಂಚಾಯತ ಮುಖ್ಯ ಕಾರ್ಯನಿರ್ವಾಹಕ ಅಧಿಕಾರಿ ಶಶೀಧರ ಕುರೇರ, ಅಪರ ಜಿಲ್ಲಾಧಿಕಾರಿ ಅಶೋಕ ತೇಲಿ ಸೇರಿದಂತೆ ಸಂಬಂಧಿಸಿದ ಇಲಾಖೆಯ ಅಧಿಕಾರಿಗಳು ಉಪಸ್ಥಿತರಿದ್ದರು. [550,643,694,740]
subhead-rules: ಧ್ವಜಾರೋಹಣ ಮಾಡಲು ಪಾಲಿಸಬೇಕಾದ ನಿಯಮಗಳು: [506,301,632,321]
photo-meeting-hall [404,498,694,638]
top-col-4 [762,124,892,234]
headline: ವನಮೋತ್ಸವ ವೃಕ್ಷಪ್ರೇಮ ಸಸಿ ನೆಡುವ ಕಾರ್ಯಕ್ರಮಗಳು ಕೇವಲ ಬೂಟಾಟಿಕೆಯಾಗಬಾರದು : ಆರ್‌ಎಸ್‌ಕೆ [30,654,238,680]
date-kannada: ಮಂಗಳವಾರ ೧೩-೦೮-೨೦೨೪ [72,31,155,41]
top-col-1: ಬಳ್ಳಾರಿ,ಆ.12 : ಸ್ವಾತಂತ್ರ್ಯ ದಿನಾಚರಣೆ ಹಿನ್ನೆಲೆಯಲ್ಲಿ ಪ್ರತಿ ಮನೆ ಮನೆ ಮೇಲೂ ರಾಷ್ಟ್ರಧ್ವಜವನ್ನು ಹಾರಿಸುವ ಮೂಲಕ ಹರ್‌ಘರ್ ತಿರಂಗಾ ಅಭಿಯಾನವನ್ನು ಯಶಸ್ವಿಗೊಳಿಸಬೇಕು ಎಂದು ಜಿಲ್ಲಾಧಿಕಾರಿ ಪ್ರಶಾಂತ್ ಕುಮಾರ್ ಮಿಶ್ರಾ ಕರೆ ನೀಡಿದರು. ಕನ್ನಡ ಮತ್ತು ಸಂಸ್ಕೃತಿ ಇಲಾಖೆಯ ಕಾರ್ಯದರ್ಶಿ ಡಾ.ಅಜಯ್ ನಾಗಭೂಷಣ್ ಅವರ ಅಧ್ಯಕ್ಷತೆಯಲ್ಲಿ ಜರುಗಿದ ವಿಡಿಯೋ ಸಂವಾದದ ಬಳಿಕ ಜಿಲ್ಲಾ ಮಟ್ಟದ ಅಧಿಕಾರಿಗಳ ಜತೆ ಸಭೆ ನಡೆಸಿ ನಿರ್ದೇಶನ ನೀಡಿದರು. ರಾಷ್ಟ್ರಧ್ವಜ ನಮ್ಮ ದೇಶದ ಹೆಮ್ಮೆಯ ಪ್ರತೀಕವಾಗಿದ್ದು ನಾಗರಿಕರು ರಾಷ್ಟ್ರಧ್ವಜಕ್ಕೆ ಗೌರವವನ್ನು ಸಲ್ಲಿಸಬೇಕು. [252,139,372,280]
fin-col-2: ಬಲ್ಲ ಕೊಟ್ಟಿದ್ದು ಸಂಸ್ಥೆಯ ಜನಪರ ಕಾಳಜಿಯನ್ನು ತೋರಿಸುತ್ತದೆ. ಕಲ್ಯಾಣ ಮಂಟಪದ ಸಭಾಂಗಣದಲ್ಲಿ ನಡೆದ ವಿದ್ಯಾರ್ಥಿ ವೇತನ ವಿತರಣಾ ಸಮಾರಂಭದಲ್ಲಿ ಮುಖ್ಯ ಅತಿಥಿಯಾಗಿ ಭಾಗವಹಿಸಿ ಮಾತನಾಡಿದರು. [422,901,478,1031]
yellow-mark [352,1442,361,1451]
dateline: (ಹುಬ್ಬಳ್ಳಿ ವರದಿ) [290,126,334,135]
top-col-2 [378,124,500,448]
